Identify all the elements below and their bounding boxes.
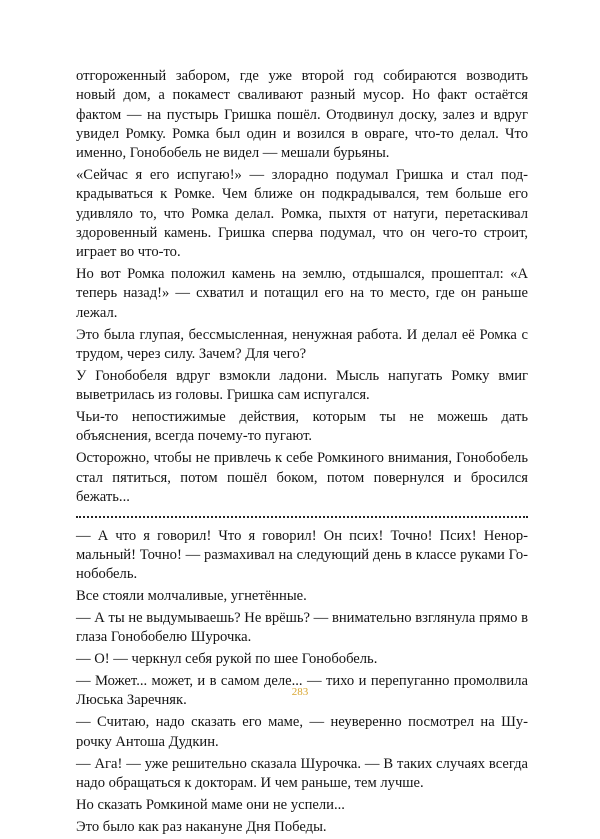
paragraph: Это было как раз накануне Дня Победы. xyxy=(76,818,327,835)
paragraph: — Ага! — уже решительно сказала Шурочка. — В таких случаях всегда надо обращаться к докторам. И чем раньше, тем лучше. xyxy=(76,755,528,791)
paragraph: — О! — черкнул себя рукой по шее Гонобобель. xyxy=(76,651,378,668)
paragraph: Осторожно, чтобы не привлечь к себе Ромкиного внимания, Гонобобель стал пятиться, потом пошёл боком, потом повернулся и бросился бежать... xyxy=(76,450,528,505)
paragraph: «Сейчас я его испугаю!» — злорадно подумал Гришка и стал подкрадываться к Ромке. Чем ближе он подкрадывался, тем больше его удивляло то, что Ромка делал. Ромка, пыхтя от натуги, перетаскивал здоровенный камень. Гришка сперва подумал, что он чего-то строит, играет во что-то. xyxy=(76,167,528,261)
paragraph: — А что я говорил! Что я говорил! Он псих! Точно! Псих! Ненормальный! Точно! — размахивал на следующий день в классе руками Гонобобель. xyxy=(76,527,528,583)
paragraph: Чьи-то непостижимые действия, которым ты не можешь дать объяснения, всегда почему-то пугают. xyxy=(76,409,528,445)
section-divider xyxy=(76,504,528,518)
page-number: 283 xyxy=(291,686,309,698)
paragraph: — Может... может, и в самом деле... — тихо и перепуганно промолвила Люська Заречняк. xyxy=(76,673,528,709)
paragraph: У Гонобобеля вдруг взмокли ладони. Мысль напугать Ромку вмиг выветрилась из головы. Гришка сам испугался. xyxy=(76,367,528,404)
body-text xyxy=(76,67,528,839)
paragraph: Но сказать Ромкиной маме они не успели... xyxy=(76,796,345,813)
paragraph: Все стояли молчаливые, угнетённые. xyxy=(76,588,307,605)
paragraph: — А ты не выдумываешь? Не врёшь? — внимательно взглянула прямо в глаза Гонобобелю Шурочка. xyxy=(76,610,528,646)
paragraph: Это была глупая, бессмысленная, ненужная работа. И делал её Ромка с трудом, через силу. Зачем? Для чего? xyxy=(76,326,528,362)
paragraph: Но вот Ромка положил камень на землю, отдышался, прошептал: «А теперь назад!» — схватил и потащил его на то место, где он раньше лежал. xyxy=(76,266,528,321)
paragraph: отгороженный забором, где уже второй год собираются возводить новый дом, а покамест сваливают разный мусор. Но факт остаётся фактом — на пустырь Гришка пошёл. Отодвинул доску, залез и вдруг увидел Ромку. Ромка был один и возился в овраге, что-то делал. Что именно, Гонобобель не видел — мешали бурьяны. xyxy=(76,68,528,162)
paragraph: — Считаю, надо сказать его маме, — неуверенно посмотрел на Шурочку Антоша Дудкин. xyxy=(76,714,528,750)
